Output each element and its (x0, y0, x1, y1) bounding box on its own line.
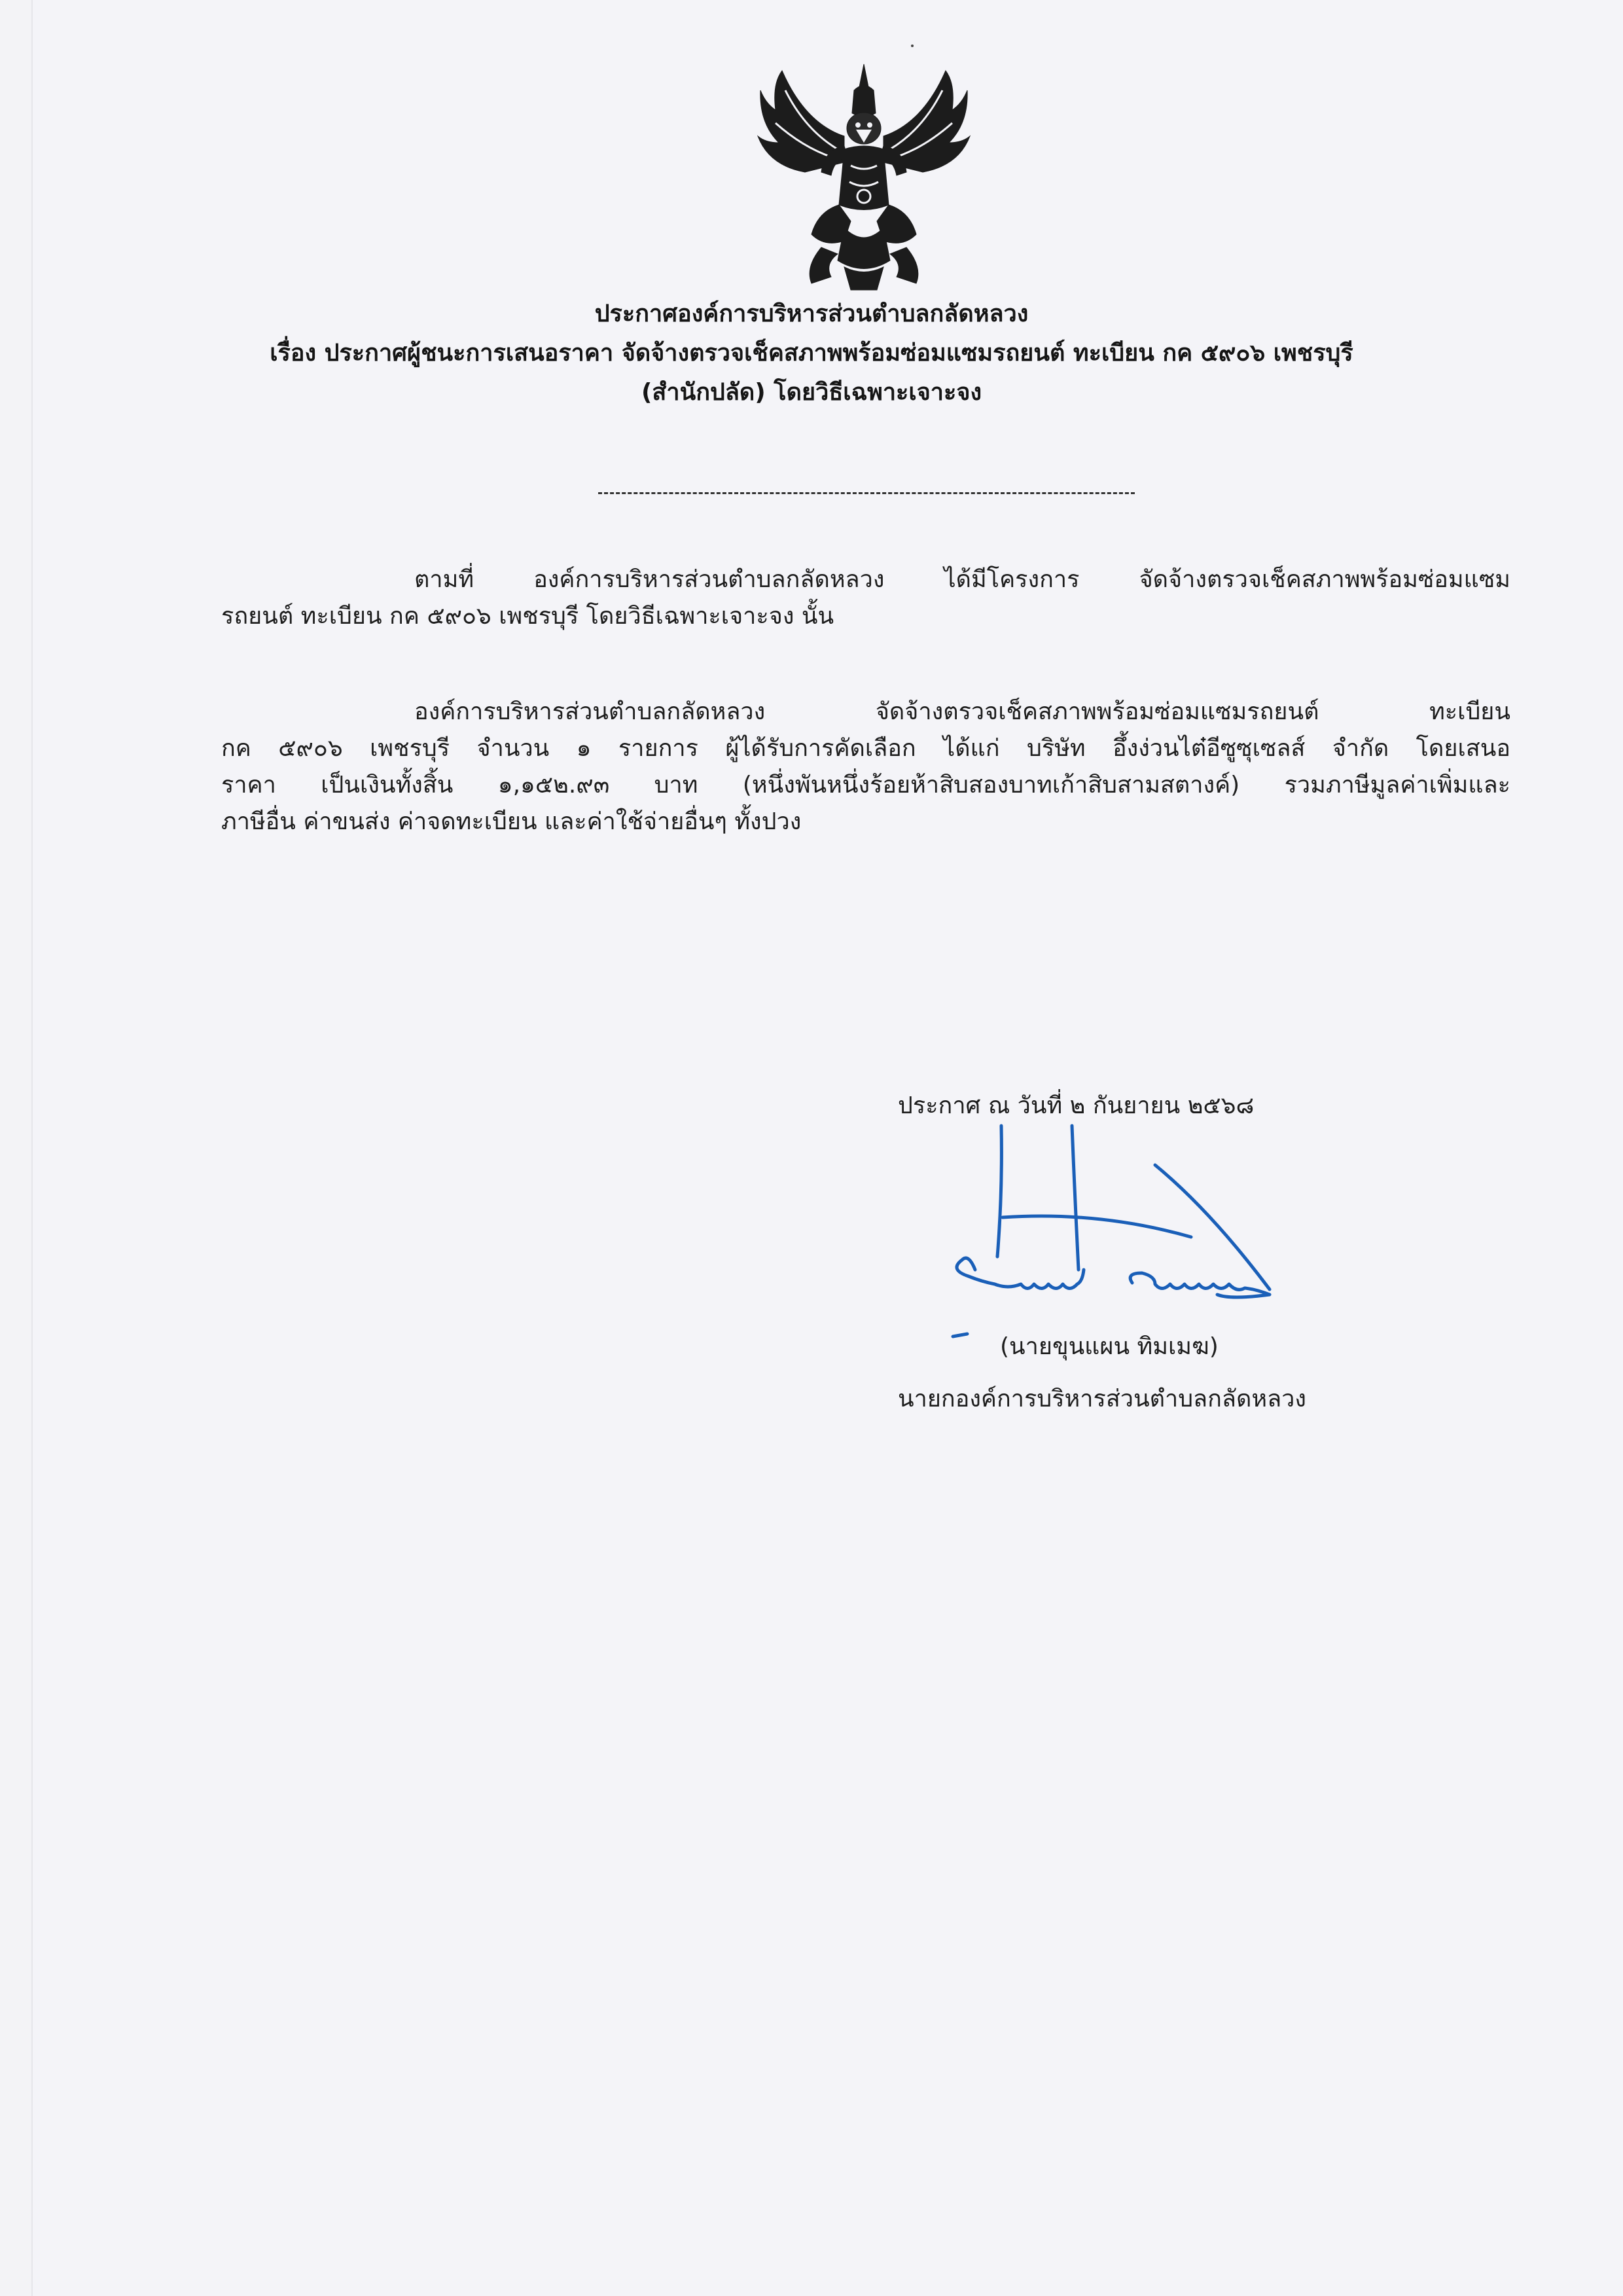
signer-title: นายกองค์การบริหารส่วนตำบลกลัดหลวง (898, 1386, 1306, 1412)
document-heading: ประกาศองค์การบริหารส่วนตำบลกลัดหลวง (594, 300, 1029, 327)
paragraph-2-line-3: ราคา เป็นเงินทั้งสิ้น ๑,๑๕๒.๙๓ บาท (หนึ่งพันหนึ่งร้อยห้าสิบสองบาทเก้าสิบสามสตางค์) รวมภาษีมูลค่าเพิ่มและ (221, 772, 1510, 798)
signer-name: (นายขุนแผน ทิมเมฆ) (1000, 1333, 1219, 1360)
handwritten-signature (929, 1113, 1335, 1348)
paragraph-winner-details (221, 694, 1510, 840)
document-subject-line-1: เรื่อง ประกาศผู้ชนะการเสนอราคา จัดจ้างตรวจเช็คสภาพพร้อมซ่อมแซมรถยนต์ ทะเบียน กค ๕๙๐๖ เพชรบุรี (270, 340, 1353, 367)
paragraph-2-line-4: ภาษีอื่น ค่าขนส่ง ค่าจดทะเบียน และค่าใช้จ่ายอื่นๆ ทั้งปวง (221, 808, 802, 835)
paragraph-2-line-2: กค ๕๙๐๖ เพชรบุรี จำนวน ๑ รายการ ผู้ได้รับการคัดเลือก ได้แก่ บริษัท อึ้งง่วนไต๋อีซูซุเซลส์ จำกัด โดยเสนอ (221, 735, 1510, 762)
paragraph-2-line-1: องค์การบริหารส่วนตำบลกลัดหลวง จัดจ้างตรวจเช็คสภาพพร้อมซ่อมแซมรถยนต์ ทะเบียน (414, 698, 1510, 725)
announcement-date: ประกาศ ณ วันที่ ๒ กันยายน ๒๕๖๘ (898, 1092, 1255, 1119)
scan-dot (911, 45, 914, 47)
garuda-emblem-icon (746, 51, 982, 292)
paragraph-project-intro (221, 562, 1510, 635)
paragraph-1-line-1: ตามที่ องค์การบริหารส่วนตำบลกลัดหลวง ได้มีโครงการ จัดจ้างตรวจเช็คสภาพพร้อมซ่อมแซม (414, 566, 1510, 593)
paragraph-1-line-2: รถยนต์ ทะเบียน กค ๕๙๐๖ เพชรบุรี โดยวิธีเฉพาะเจาะจง นั้น (221, 603, 834, 630)
document-title-block (0, 295, 1623, 412)
document-subject-line-2: (สำนักปลัด) โดยวิธีเฉพาะเจาะจง (641, 379, 982, 406)
section-divider (598, 492, 1135, 494)
